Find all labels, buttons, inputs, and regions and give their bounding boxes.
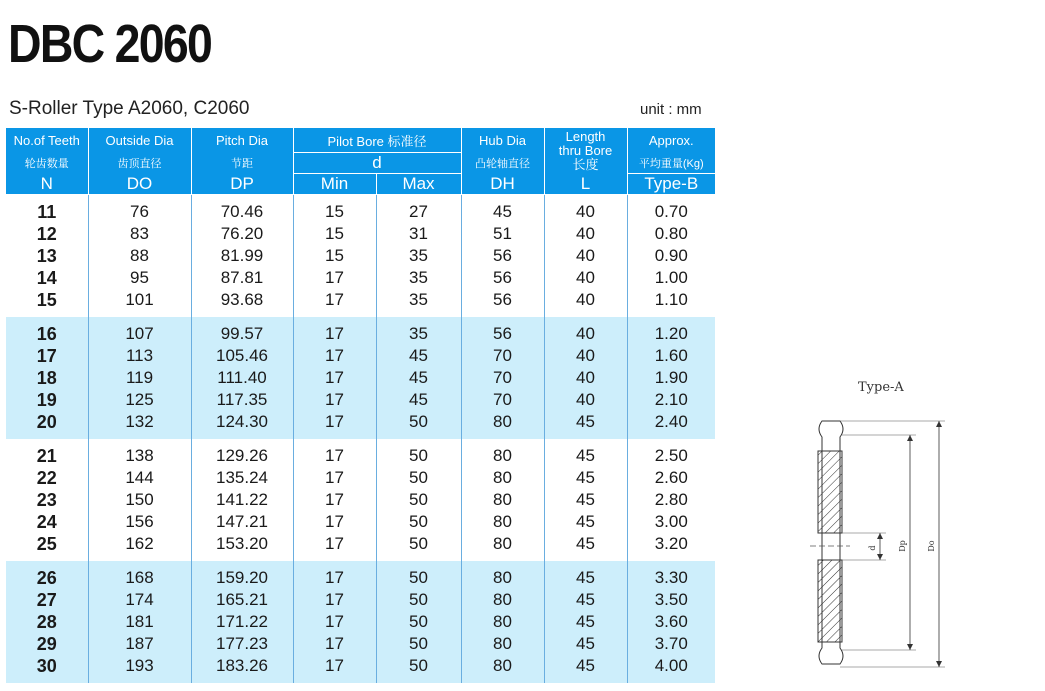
cell-pitch-dia: 159.20 bbox=[191, 561, 293, 589]
cell-pitch-dia: 147.21 bbox=[191, 511, 293, 533]
cell-outside-dia: 181 bbox=[88, 611, 191, 633]
cell-pitch-dia: 81.99 bbox=[191, 245, 293, 267]
cell-pilot-max: 50 bbox=[376, 411, 461, 439]
table-header bbox=[6, 128, 715, 195]
cell-pilot-min: 17 bbox=[293, 367, 376, 389]
header-hub-en: Hub Dia bbox=[461, 128, 544, 153]
cell-length: 45 bbox=[544, 633, 627, 655]
header-weight-symbol: Type-B bbox=[627, 174, 715, 195]
cell-length: 45 bbox=[544, 611, 627, 633]
header-length bbox=[544, 128, 627, 174]
table-row bbox=[6, 633, 715, 655]
cell-outside-dia: 174 bbox=[88, 589, 191, 611]
header-teeth-en: No.of Teeth bbox=[6, 128, 88, 153]
cell-pitch-dia: 177.23 bbox=[191, 633, 293, 655]
cell-pilot-min: 17 bbox=[293, 317, 376, 345]
cell-weight: 1.00 bbox=[627, 267, 715, 289]
cell-length: 40 bbox=[544, 245, 627, 267]
cell-pilot-max: 45 bbox=[376, 389, 461, 411]
cell-weight: 3.50 bbox=[627, 589, 715, 611]
cell-hub-dia: 80 bbox=[461, 511, 544, 533]
header-pilot-min: Min bbox=[293, 174, 376, 195]
cell-weight: 0.90 bbox=[627, 245, 715, 267]
cell-pilot-max: 50 bbox=[376, 511, 461, 533]
cell-hub-dia: 56 bbox=[461, 245, 544, 267]
cell-hub-dia: 70 bbox=[461, 345, 544, 367]
cell-pitch-dia: 135.24 bbox=[191, 467, 293, 489]
header-pitch-en: Pitch Dia bbox=[191, 128, 293, 153]
header-weight-en: Approx. bbox=[627, 128, 715, 153]
cell-length: 40 bbox=[544, 345, 627, 367]
table-row bbox=[6, 511, 715, 533]
cell-length: 40 bbox=[544, 267, 627, 289]
cell-weight: 3.70 bbox=[627, 633, 715, 655]
header-length-en2: thru Bore bbox=[558, 142, 613, 158]
cell-pitch-dia: 141.22 bbox=[191, 489, 293, 511]
cell-length: 45 bbox=[544, 561, 627, 589]
cell-pitch-dia: 124.30 bbox=[191, 411, 293, 439]
header-pitch-cn: 节距 bbox=[191, 153, 293, 174]
cell-pilot-max: 50 bbox=[376, 633, 461, 655]
cell-teeth: 21 bbox=[36, 446, 57, 466]
cell-pilot-min: 17 bbox=[293, 411, 376, 439]
cell-weight: 3.60 bbox=[627, 611, 715, 633]
cell-pitch-dia: 183.26 bbox=[191, 655, 293, 683]
table-row bbox=[6, 267, 715, 289]
header-length-en1: Length bbox=[565, 128, 606, 144]
header-pitch-symbol: DP bbox=[191, 174, 293, 195]
cell-teeth: 19 bbox=[6, 389, 88, 411]
cell-teeth: 12 bbox=[36, 224, 57, 244]
cell-hub-dia: 80 bbox=[461, 411, 544, 439]
cell-pilot-min: 17 bbox=[293, 533, 376, 561]
cell-pilot-max: 50 bbox=[376, 655, 461, 683]
cell-hub-dia: 56 bbox=[461, 289, 544, 317]
cell-teeth: 23 bbox=[36, 490, 57, 510]
cell-pitch-dia: 129.26 bbox=[191, 439, 293, 467]
cell-pilot-min: 17 bbox=[293, 633, 376, 655]
cell-teeth: 25 bbox=[36, 534, 57, 554]
cell-outside-dia: 88 bbox=[88, 245, 191, 267]
cell-length: 45 bbox=[544, 489, 627, 511]
row-group-2 bbox=[6, 317, 715, 439]
cell-pilot-max: 35 bbox=[376, 317, 461, 345]
cell-pilot-min: 17 bbox=[293, 267, 376, 289]
cell-weight: 2.40 bbox=[627, 411, 715, 439]
header-outside-cn: 齿顶直径 bbox=[88, 153, 191, 174]
dimension-do bbox=[840, 421, 945, 667]
cell-weight: 1.20 bbox=[627, 317, 715, 345]
cell-weight: 1.60 bbox=[627, 345, 715, 367]
cell-weight: 2.50 bbox=[627, 439, 715, 467]
cell-pilot-min: 17 bbox=[293, 345, 376, 367]
cell-weight: 3.30 bbox=[627, 561, 715, 589]
cell-outside-dia: 76 bbox=[88, 195, 191, 224]
cell-teeth: 30 bbox=[6, 655, 88, 683]
cell-teeth: 29 bbox=[6, 633, 88, 655]
cell-hub-dia: 80 bbox=[461, 439, 544, 467]
cell-weight: 2.60 bbox=[627, 467, 715, 489]
cell-pilot-min: 17 bbox=[293, 561, 376, 589]
cell-hub-dia: 80 bbox=[461, 533, 544, 561]
cell-hub-dia: 80 bbox=[461, 655, 544, 683]
cell-pitch-dia: 153.20 bbox=[191, 533, 293, 561]
cell-hub-dia: 70 bbox=[461, 389, 544, 411]
header-length-cn: 长度 bbox=[572, 156, 599, 172]
cell-hub-dia: 80 bbox=[461, 589, 544, 611]
cell-pitch-dia: 99.57 bbox=[191, 317, 293, 345]
cell-hub-dia: 56 bbox=[461, 267, 544, 289]
cell-outside-dia: 101 bbox=[88, 289, 191, 317]
cell-outside-dia: 107 bbox=[88, 317, 191, 345]
table-row bbox=[6, 467, 715, 489]
cell-pilot-min: 17 bbox=[293, 611, 376, 633]
cell-hub-dia: 80 bbox=[461, 611, 544, 633]
cell-teeth: 20 bbox=[6, 411, 88, 439]
table-row bbox=[6, 439, 715, 467]
row-group-3 bbox=[6, 439, 715, 561]
cell-pilot-max: 45 bbox=[376, 345, 461, 367]
header-length-symbol: L bbox=[544, 174, 627, 195]
cell-pitch-dia: 87.81 bbox=[191, 267, 293, 289]
table-row bbox=[6, 289, 715, 317]
cell-pilot-min: 17 bbox=[293, 467, 376, 489]
header-outside-en: Outside Dia bbox=[88, 128, 191, 153]
table-row bbox=[6, 411, 715, 439]
cell-pilot-min: 17 bbox=[293, 511, 376, 533]
cell-pilot-min: 17 bbox=[293, 489, 376, 511]
cell-pilot-max: 35 bbox=[376, 267, 461, 289]
cell-length: 45 bbox=[544, 511, 627, 533]
dimension-d bbox=[842, 533, 886, 560]
table-row bbox=[6, 317, 715, 345]
cell-length: 40 bbox=[544, 223, 627, 245]
cell-pilot-min: 15 bbox=[293, 195, 376, 224]
table-row bbox=[6, 561, 715, 589]
cell-outside-dia: 132 bbox=[88, 411, 191, 439]
cell-weight: 4.00 bbox=[627, 655, 715, 683]
cell-pilot-max: 50 bbox=[376, 439, 461, 467]
cell-outside-dia: 138 bbox=[88, 439, 191, 467]
row-group-4 bbox=[6, 561, 715, 683]
cell-pilot-min: 17 bbox=[293, 389, 376, 411]
cell-length: 40 bbox=[544, 195, 627, 224]
cell-pitch-dia: 76.20 bbox=[191, 223, 293, 245]
table-row bbox=[6, 345, 715, 367]
cell-hub-dia: 56 bbox=[461, 317, 544, 345]
cell-teeth: 18 bbox=[6, 367, 88, 389]
sprocket-drawing bbox=[800, 405, 960, 680]
cell-length: 45 bbox=[544, 411, 627, 439]
cell-hub-dia: 80 bbox=[461, 633, 544, 655]
cell-outside-dia: 162 bbox=[88, 533, 191, 561]
table-row bbox=[6, 223, 715, 245]
cell-outside-dia: 193 bbox=[88, 655, 191, 683]
cell-length: 45 bbox=[544, 467, 627, 489]
cell-outside-dia: 125 bbox=[88, 389, 191, 411]
table-row bbox=[6, 367, 715, 389]
cell-pitch-dia: 70.46 bbox=[191, 195, 293, 224]
cell-teeth: 13 bbox=[36, 246, 57, 266]
cell-length: 40 bbox=[544, 367, 627, 389]
cell-outside-dia: 150 bbox=[88, 489, 191, 511]
cell-outside-dia: 83 bbox=[88, 223, 191, 245]
header-outside-symbol: DO bbox=[88, 174, 191, 195]
cell-pilot-max: 50 bbox=[376, 467, 461, 489]
cell-hub-dia: 80 bbox=[461, 561, 544, 589]
row-group-1 bbox=[6, 195, 715, 318]
cell-pilot-max: 50 bbox=[376, 611, 461, 633]
cell-teeth: 11 bbox=[37, 202, 57, 222]
cell-pitch-dia: 93.68 bbox=[191, 289, 293, 317]
cell-length: 40 bbox=[544, 289, 627, 317]
cell-pilot-min: 17 bbox=[293, 655, 376, 683]
table-row bbox=[6, 489, 715, 511]
cell-outside-dia: 187 bbox=[88, 633, 191, 655]
cell-outside-dia: 95 bbox=[88, 267, 191, 289]
header-pilot-max: Max bbox=[376, 174, 461, 195]
sprocket-spec-table bbox=[6, 128, 715, 683]
table-row bbox=[6, 245, 715, 267]
cell-length: 45 bbox=[544, 589, 627, 611]
cell-outside-dia: 144 bbox=[88, 467, 191, 489]
table-row bbox=[6, 655, 715, 683]
cell-pilot-min: 17 bbox=[293, 289, 376, 317]
cell-pilot-min: 17 bbox=[293, 439, 376, 467]
cell-pilot-max: 35 bbox=[376, 289, 461, 317]
cell-pitch-dia: 105.46 bbox=[191, 345, 293, 367]
table-row bbox=[6, 195, 715, 224]
cell-hub-dia: 80 bbox=[461, 489, 544, 511]
cell-teeth: 16 bbox=[6, 317, 88, 345]
header-pilot-en: Pilot Bore 标准径 bbox=[293, 128, 461, 153]
cell-pilot-max: 50 bbox=[376, 533, 461, 561]
cell-pilot-min: 15 bbox=[293, 245, 376, 267]
table-row bbox=[6, 589, 715, 611]
cell-outside-dia: 113 bbox=[88, 345, 191, 367]
cell-pilot-max: 50 bbox=[376, 489, 461, 511]
drawing-type-label: Type-A bbox=[858, 380, 904, 395]
cell-weight: 0.70 bbox=[627, 195, 715, 224]
cell-hub-dia: 70 bbox=[461, 367, 544, 389]
header-teeth-cn: 轮齿数量 bbox=[6, 153, 88, 174]
cell-length: 45 bbox=[544, 533, 627, 561]
cell-teeth: 14 bbox=[36, 268, 57, 288]
subtitle: S-Roller Type A2060, C2060 bbox=[9, 98, 250, 119]
cell-weight: 3.20 bbox=[627, 533, 715, 561]
cell-pilot-max: 27 bbox=[376, 195, 461, 224]
header-teeth-symbol: N bbox=[6, 174, 88, 195]
dim-label-do: Do bbox=[927, 540, 936, 552]
cell-length: 45 bbox=[544, 439, 627, 467]
cell-pitch-dia: 111.40 bbox=[191, 367, 293, 389]
cell-pitch-dia: 165.21 bbox=[191, 589, 293, 611]
cell-pilot-max: 45 bbox=[376, 367, 461, 389]
cell-teeth: 26 bbox=[6, 561, 88, 589]
cell-weight: 1.90 bbox=[627, 367, 715, 389]
cell-teeth: 22 bbox=[36, 468, 57, 488]
cell-length: 45 bbox=[544, 655, 627, 683]
cell-outside-dia: 168 bbox=[88, 561, 191, 589]
cell-pilot-max: 31 bbox=[376, 223, 461, 245]
cell-pilot-max: 50 bbox=[376, 589, 461, 611]
cell-pilot-min: 15 bbox=[293, 223, 376, 245]
cell-hub-dia: 80 bbox=[461, 467, 544, 489]
page-title: DBC 2060 bbox=[8, 14, 212, 74]
cell-teeth: 28 bbox=[6, 611, 88, 633]
cell-weight: 1.10 bbox=[627, 289, 715, 317]
cell-weight: 0.80 bbox=[627, 223, 715, 245]
table-row bbox=[6, 533, 715, 561]
cell-length: 40 bbox=[544, 389, 627, 411]
cell-weight: 3.00 bbox=[627, 511, 715, 533]
cell-weight: 2.80 bbox=[627, 489, 715, 511]
cell-hub-dia: 45 bbox=[461, 195, 544, 224]
cell-hub-dia: 51 bbox=[461, 223, 544, 245]
table-row bbox=[6, 611, 715, 633]
header-hub-symbol: DH bbox=[461, 174, 544, 195]
cell-outside-dia: 119 bbox=[88, 367, 191, 389]
dim-label-dp: Dp bbox=[898, 540, 907, 552]
sprocket-section bbox=[810, 421, 850, 664]
header-weight-cn: 平均重量(Kg) bbox=[627, 153, 715, 174]
cell-teeth: 15 bbox=[36, 290, 57, 310]
cell-pitch-dia: 117.35 bbox=[191, 389, 293, 411]
cell-outside-dia: 156 bbox=[88, 511, 191, 533]
cell-pitch-dia: 171.22 bbox=[191, 611, 293, 633]
cell-pilot-max: 35 bbox=[376, 245, 461, 267]
cell-weight: 2.10 bbox=[627, 389, 715, 411]
cell-teeth: 17 bbox=[6, 345, 88, 367]
dim-label-d: d bbox=[868, 545, 877, 551]
unit-note: unit : mm bbox=[640, 101, 702, 118]
cell-teeth: 27 bbox=[6, 589, 88, 611]
cell-teeth: 24 bbox=[36, 512, 57, 532]
table-row bbox=[6, 389, 715, 411]
cell-pilot-max: 50 bbox=[376, 561, 461, 589]
cell-length: 40 bbox=[544, 317, 627, 345]
dimension-dp bbox=[842, 435, 916, 650]
header-hub-cn: 凸轮轴直径 bbox=[461, 153, 544, 174]
header-pilot-symbol: d bbox=[293, 153, 461, 174]
cell-pilot-min: 17 bbox=[293, 589, 376, 611]
